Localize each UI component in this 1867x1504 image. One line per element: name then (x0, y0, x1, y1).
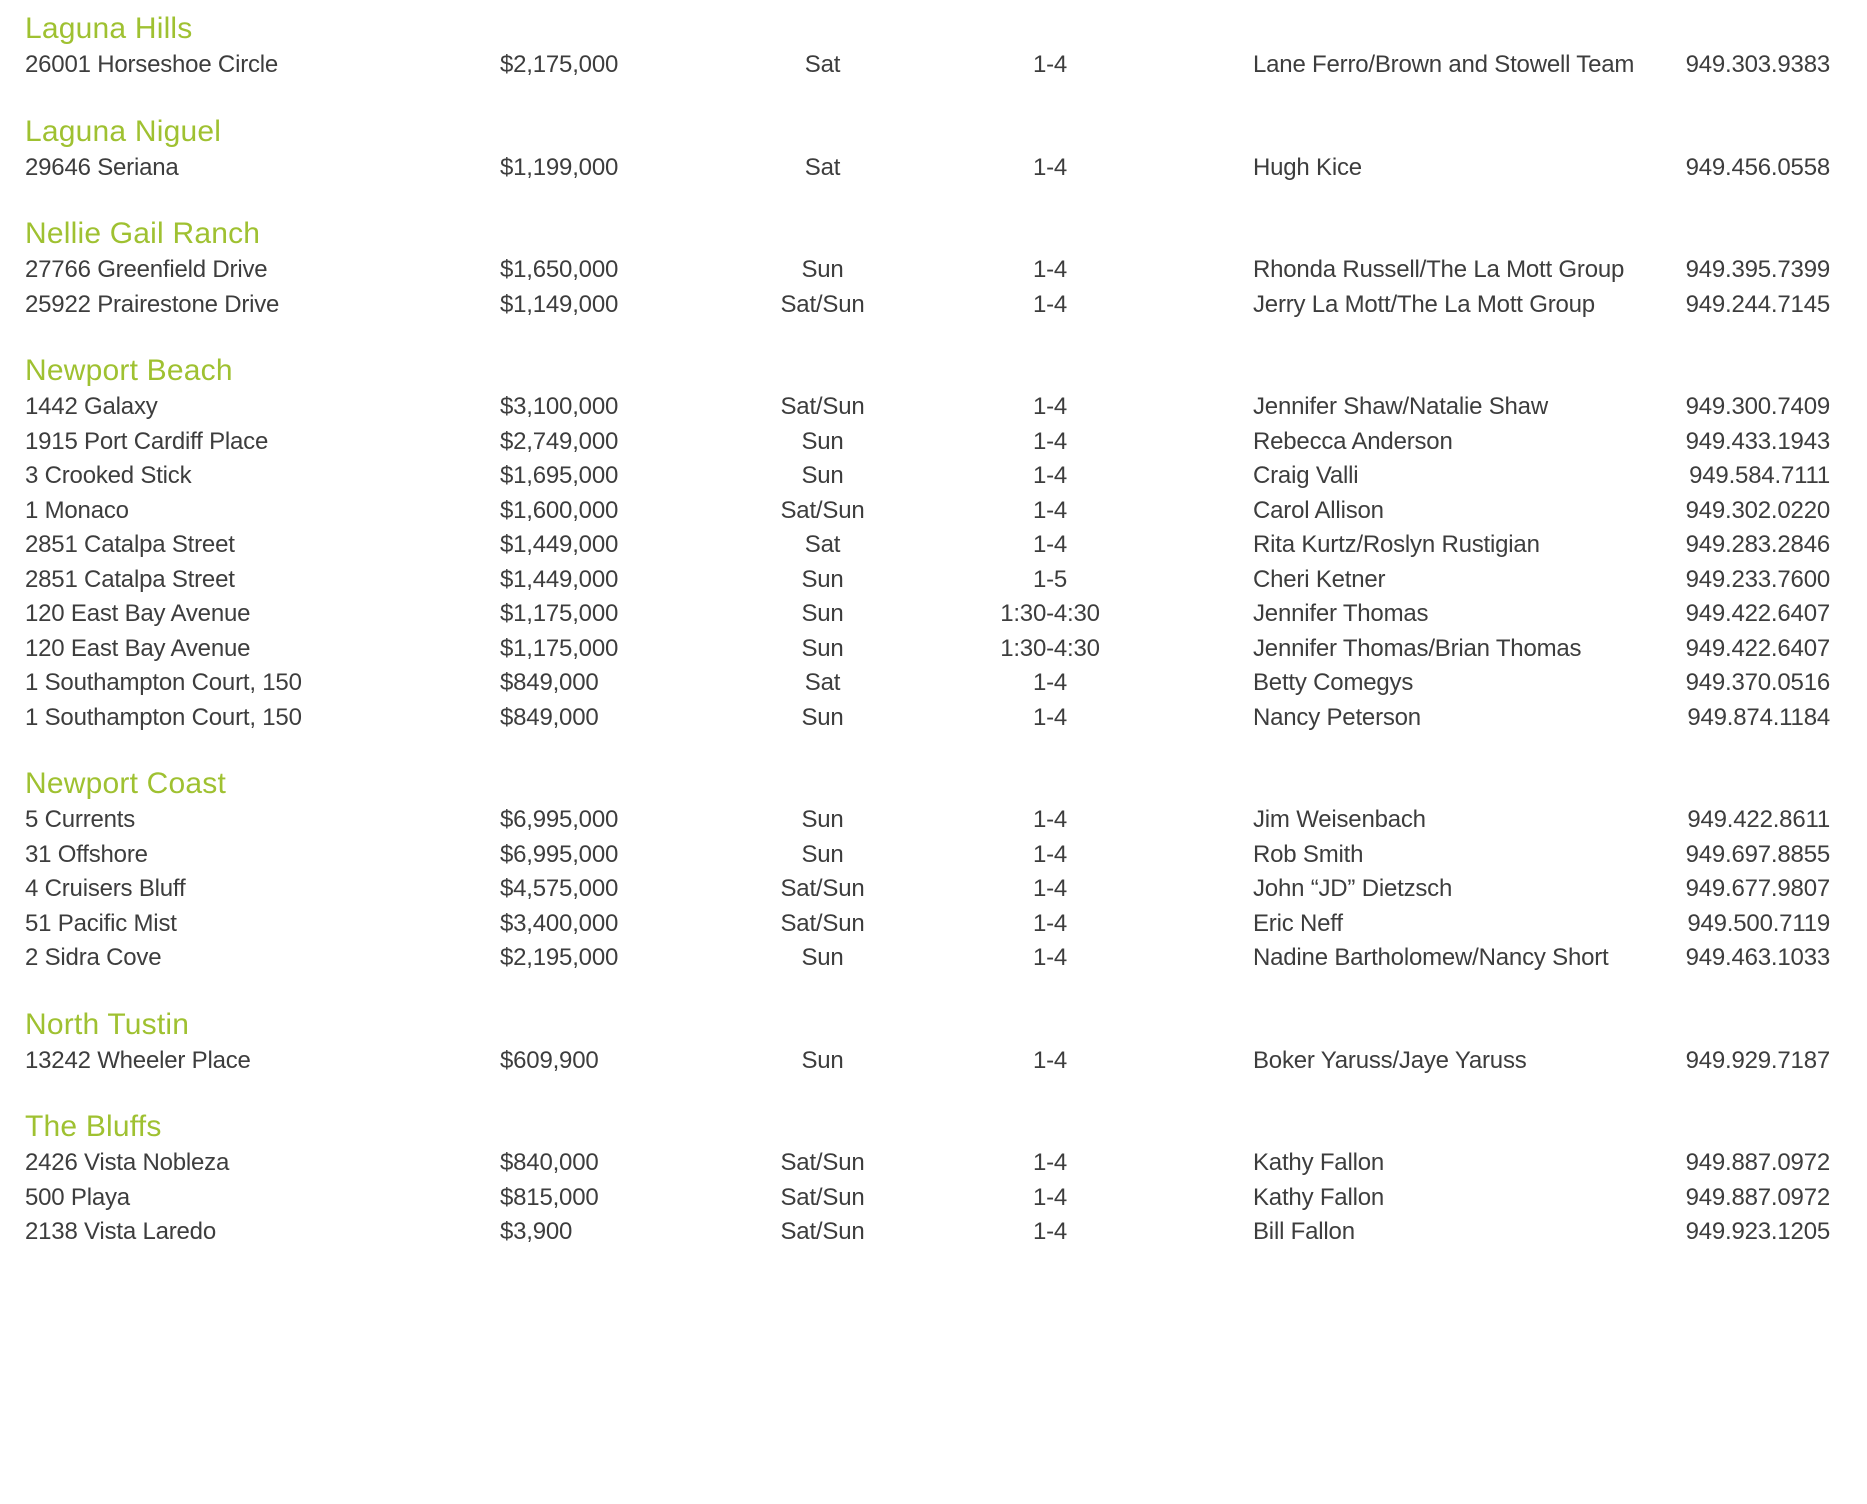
listing-price: $1,600,000 (500, 496, 619, 524)
listing-address: 120 East Bay Avenue (25, 600, 251, 628)
listing-phone: 949.463.1033 (1685, 944, 1830, 972)
listings-content (25, 11, 1830, 1250)
listing-price: $6,995,000 (500, 840, 619, 868)
listing-address: 2851 Catalpa Street (25, 565, 235, 593)
listing-address: 2426 Vista Nobleza (25, 1149, 230, 1177)
listing-phone: 949.422.6407 (1685, 634, 1830, 662)
listing-agent: Jennifer Thomas (1253, 600, 1429, 628)
listing-agent: Betty Comegys (1253, 669, 1414, 697)
city-section (25, 114, 1830, 186)
listing-price: $3,900 (500, 1218, 573, 1246)
listing-agent: Jerry La Mott/The La Mott Group (1253, 290, 1595, 318)
listing-time: 1-4 (1032, 462, 1068, 490)
listing-agent: Eric Neff (1253, 909, 1343, 937)
listing-agent: John “JD” Dietzsch (1253, 875, 1453, 903)
listing-row (25, 1215, 1830, 1250)
listing-phone: 949.697.8855 (1685, 840, 1830, 868)
listing-day: Sat/Sun (780, 875, 865, 903)
listing-time: 1-4 (1032, 256, 1068, 284)
listing-price: $1,449,000 (500, 531, 619, 559)
city-listing-rows (25, 151, 1830, 186)
listing-price: $3,100,000 (500, 393, 619, 421)
listing-time: 1:30-4:30 (1000, 634, 1100, 662)
listing-row (25, 803, 1830, 838)
listing-phone: 949.233.7600 (1685, 565, 1830, 593)
listing-day: Sat (804, 669, 841, 697)
listing-day: Sat (804, 531, 841, 559)
listing-phone: 949.923.1205 (1685, 1218, 1830, 1246)
listing-day: Sat/Sun (780, 1149, 865, 1177)
listing-day: Sat/Sun (780, 496, 865, 524)
listing-row (25, 459, 1830, 494)
listing-row (25, 151, 1830, 186)
listing-address: 1 Monaco (25, 496, 129, 524)
listing-price: $1,449,000 (500, 565, 619, 593)
listing-phone: 949.244.7145 (1685, 290, 1830, 318)
listing-agent: Jennifer Thomas/Brian Thomas (1253, 634, 1582, 662)
listing-row (25, 1146, 1830, 1181)
listing-day: Sun (801, 427, 844, 455)
listing-row (25, 528, 1830, 563)
listing-address: 51 Pacific Mist (25, 909, 177, 937)
listing-time: 1-4 (1032, 944, 1068, 972)
listing-agent: Rob Smith (1253, 840, 1364, 868)
listing-day: Sun (801, 462, 844, 490)
listing-agent: Lane Ferro/Brown and Stowell Team (1253, 51, 1635, 79)
city-section (25, 353, 1830, 735)
listing-row (25, 597, 1830, 632)
listing-price: $849,000 (500, 703, 599, 731)
listing-time: 1-4 (1032, 806, 1068, 834)
listing-agent: Bill Fallon (1253, 1218, 1355, 1246)
listing-time: 1-4 (1032, 703, 1068, 731)
listing-phone: 949.433.1943 (1685, 427, 1830, 455)
listing-price: $1,175,000 (500, 634, 619, 662)
city-listing-rows (25, 253, 1830, 322)
listing-row (25, 563, 1830, 598)
listing-phone: 949.283.2846 (1685, 531, 1830, 559)
listing-address: 5 Currents (25, 806, 136, 834)
listing-time: 1-4 (1032, 531, 1068, 559)
listing-day: Sun (801, 600, 844, 628)
listing-phone: 949.887.0972 (1685, 1149, 1830, 1177)
listing-agent: Cheri Ketner (1253, 565, 1386, 593)
listing-day: Sat (804, 153, 841, 181)
listing-agent: Carol Allison (1253, 496, 1384, 524)
listing-phone: 949.887.0972 (1685, 1183, 1830, 1211)
listing-time: 1-4 (1032, 393, 1068, 421)
listing-agent: Jim Weisenbach (1253, 806, 1426, 834)
listing-address: 27766 Greenfield Drive (25, 256, 268, 284)
listing-time: 1-4 (1032, 1149, 1068, 1177)
listing-day: Sun (801, 703, 844, 731)
city-listing-rows (25, 803, 1830, 976)
listing-row (25, 425, 1830, 460)
listing-price: $2,749,000 (500, 427, 619, 455)
city-listing-rows (25, 1044, 1830, 1079)
listing-price: $1,149,000 (500, 290, 619, 318)
listing-address: 29646 Seriana (25, 153, 179, 181)
listing-row (25, 253, 1830, 288)
listing-agent: Kathy Fallon (1253, 1183, 1385, 1211)
listing-agent: Rhonda Russell/The La Mott Group (1253, 256, 1625, 284)
listing-agent: Kathy Fallon (1253, 1149, 1385, 1177)
listing-price: $3,400,000 (500, 909, 619, 937)
listing-time: 1:30-4:30 (1000, 600, 1100, 628)
listing-address: 2138 Vista Laredo (25, 1218, 216, 1246)
listing-row (25, 390, 1830, 425)
listing-address: 1 Southampton Court, 150 (25, 703, 302, 731)
listing-phone: 949.302.0220 (1685, 496, 1830, 524)
listing-agent: Jennifer Shaw/Natalie Shaw (1253, 393, 1548, 421)
listing-day: Sun (801, 256, 844, 284)
city-heading: Laguna Hills (25, 12, 193, 45)
city-heading: Newport Beach (25, 354, 233, 387)
listing-phone: 949.422.8611 (1687, 806, 1830, 834)
listing-time: 1-4 (1032, 1046, 1068, 1074)
listing-time: 1-4 (1032, 496, 1068, 524)
listing-price: $2,175,000 (500, 51, 619, 79)
listing-row (25, 701, 1830, 736)
listing-day: Sun (801, 944, 844, 972)
city-heading: The Bluffs (25, 1110, 162, 1143)
listing-time: 1-4 (1032, 840, 1068, 868)
listing-address: 1 Southampton Court, 150 (25, 669, 302, 697)
listing-phone: 949.370.0516 (1685, 669, 1830, 697)
listing-agent: Rita Kurtz/Roslyn Rustigian (1253, 531, 1540, 559)
listing-day: Sat/Sun (780, 393, 865, 421)
listing-row (25, 838, 1830, 873)
city-listing-rows (25, 390, 1830, 735)
listing-time: 1-4 (1032, 669, 1068, 697)
listing-agent: Nadine Bartholomew/Nancy Short (1253, 944, 1609, 972)
listing-phone: 949.300.7409 (1685, 393, 1830, 421)
listing-row (25, 907, 1830, 942)
listing-agent: Rebecca Anderson (1253, 427, 1453, 455)
listing-agent: Hugh Kice (1253, 153, 1362, 181)
listing-day: Sun (801, 565, 844, 593)
listing-phone: 949.677.9807 (1685, 875, 1830, 903)
city-heading: Newport Coast (25, 767, 227, 800)
city-section (25, 1007, 1830, 1079)
city-listing-rows (25, 1146, 1830, 1250)
listing-time: 1-4 (1032, 51, 1068, 79)
listing-address: 4 Cruisers Bluff (25, 875, 186, 903)
listing-price: $1,695,000 (500, 462, 619, 490)
listing-price: $609,900 (500, 1046, 599, 1074)
city-heading: Laguna Niguel (25, 114, 222, 148)
listing-phone: 949.874.1184 (1687, 703, 1830, 731)
listing-time: 1-4 (1032, 1183, 1068, 1211)
listing-time: 1-4 (1032, 1218, 1068, 1246)
listing-day: Sat/Sun (780, 1183, 865, 1211)
listing-price: $849,000 (500, 669, 599, 697)
listing-address: 3 Crooked Stick (25, 462, 192, 490)
listing-row (25, 666, 1830, 701)
listing-row (25, 632, 1830, 667)
listing-price: $815,000 (500, 1183, 599, 1211)
listing-address: 120 East Bay Avenue (25, 634, 251, 662)
listing-phone: 949.303.9383 (1685, 51, 1830, 79)
listing-address: 2 Sidra Cove (25, 944, 162, 972)
listing-row (25, 1181, 1830, 1216)
listing-price: $4,575,000 (500, 875, 619, 903)
listing-phone: 949.500.7119 (1687, 909, 1830, 937)
listing-day: Sat (804, 51, 841, 79)
city-section (25, 216, 1830, 322)
listing-time: 1-5 (1032, 565, 1068, 593)
city-heading: Nellie Gail Ranch (25, 217, 261, 250)
listing-phone: 949.929.7187 (1685, 1046, 1830, 1074)
listing-price: $2,195,000 (500, 944, 619, 972)
listing-row (25, 48, 1830, 83)
listing-phone: 949.456.0558 (1685, 153, 1830, 181)
listing-address: 25922 Prairestone Drive (25, 290, 280, 318)
city-section (25, 766, 1830, 976)
listing-day: Sun (801, 634, 844, 662)
listing-phone: 949.422.6407 (1685, 600, 1830, 628)
listing-day: Sun (801, 840, 844, 868)
listing-price: $840,000 (500, 1149, 599, 1177)
listing-address: 500 Playa (25, 1183, 130, 1211)
listing-row (25, 288, 1830, 323)
city-section (25, 11, 1830, 83)
listing-address: 1442 Galaxy (25, 393, 158, 421)
listing-day: Sun (801, 1046, 844, 1074)
city-listing-rows (25, 48, 1830, 83)
listing-agent: Nancy Peterson (1253, 703, 1421, 731)
listing-time: 1-4 (1032, 909, 1068, 937)
listing-row (25, 1044, 1830, 1079)
listing-time: 1-4 (1032, 875, 1068, 903)
listing-row (25, 872, 1830, 907)
listing-address: 31 Offshore (25, 840, 148, 868)
listing-time: 1-4 (1032, 427, 1068, 455)
listing-time: 1-4 (1032, 290, 1068, 318)
listing-price: $1,199,000 (500, 153, 619, 181)
listing-address: 1915 Port Cardiff Place (25, 427, 269, 455)
listing-price: $1,650,000 (500, 256, 619, 284)
listing-phone: 949.584.7111 (1689, 462, 1830, 490)
listing-row (25, 494, 1830, 529)
listing-day: Sat/Sun (780, 1218, 865, 1246)
listing-day: Sun (801, 806, 844, 834)
listing-time: 1-4 (1032, 153, 1068, 181)
listing-day: Sat/Sun (780, 290, 865, 318)
city-section (25, 1109, 1830, 1250)
listing-row (25, 941, 1830, 976)
listing-agent: Craig Valli (1253, 462, 1359, 490)
city-heading: North Tustin (25, 1007, 190, 1041)
listing-agent: Boker Yaruss/Jaye Yaruss (1253, 1046, 1527, 1074)
listing-address: 13242 Wheeler Place (25, 1046, 251, 1074)
listing-address: 26001 Horseshoe Circle (25, 51, 279, 79)
listing-price: $6,995,000 (500, 806, 619, 834)
listing-address: 2851 Catalpa Street (25, 531, 235, 559)
listing-phone: 949.395.7399 (1685, 256, 1830, 284)
listing-price: $1,175,000 (500, 600, 619, 628)
listing-day: Sat/Sun (780, 909, 865, 937)
